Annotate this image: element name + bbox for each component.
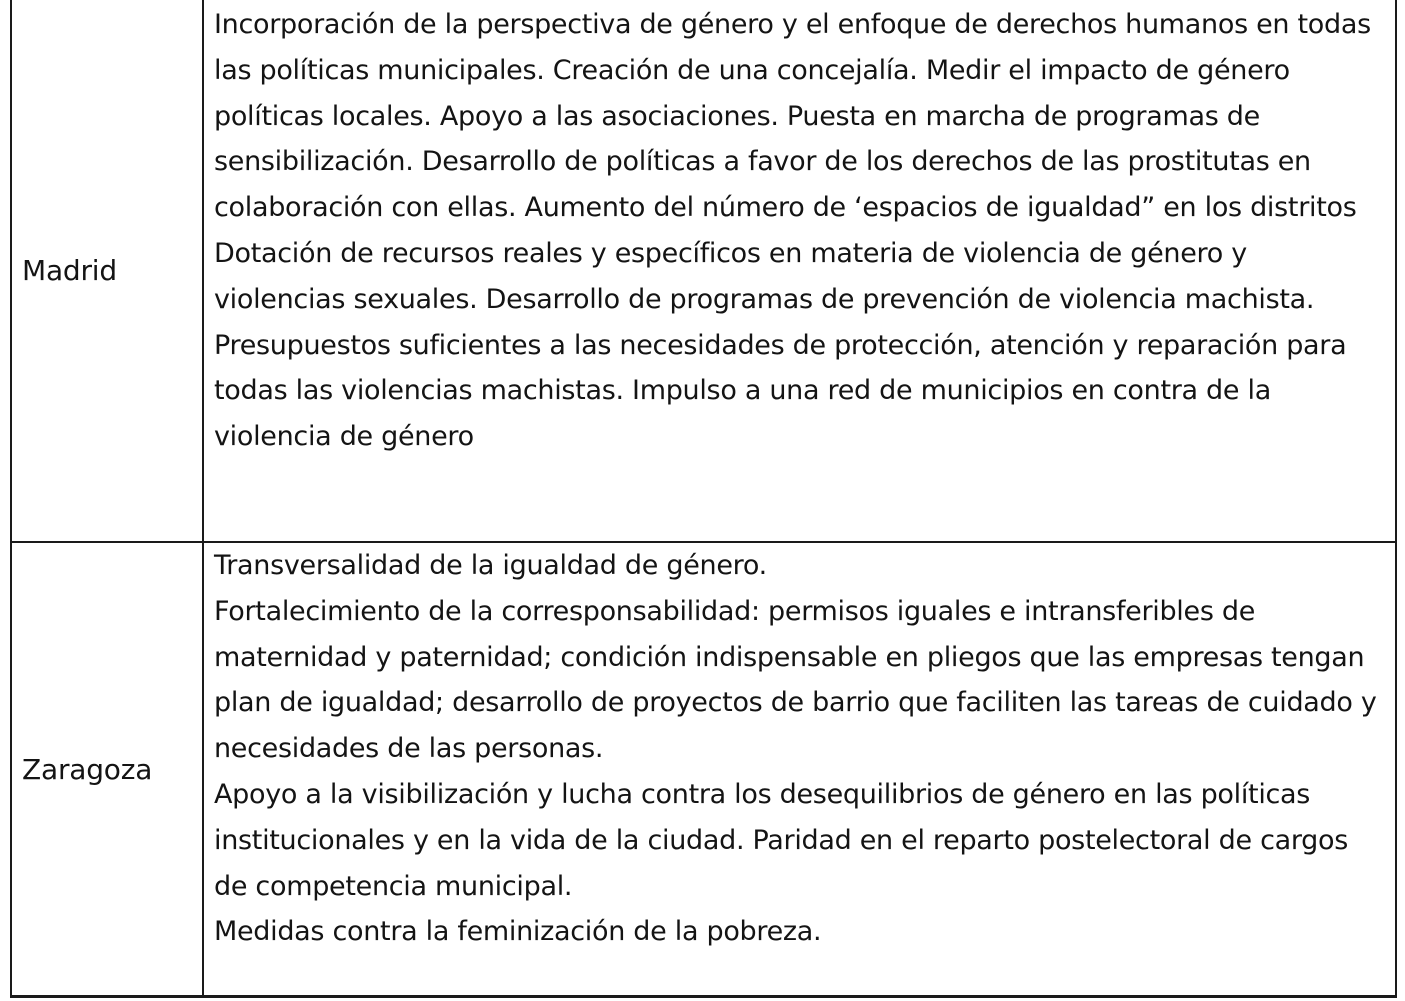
policy-table xyxy=(10,0,1397,998)
policy-paragraph: Medidas contra la feminización de la pobreza. xyxy=(214,916,822,948)
policy-paragraph: Transversalidad de la igualdad de género. xyxy=(214,550,767,581)
city-cell-zaragoza: Zaragoza xyxy=(11,542,203,997)
policy-cell-madrid xyxy=(203,0,1396,542)
policy-paragraph: Incorporación de la perspectiva de género y el enfoque de derechos humanos en todas las políticas municipales. Creación de una concejalía. Medir el impacto de género políticas locales. Apoyo a las asociaciones. Puesta en marcha de programas de sensibilización. Desarrollo de políticas a favor de los derechos de las prostitutas en colaboración con ellas. Aumento del número de ‘espacios de igualdad” en los distritos xyxy=(214,9,1371,224)
policy-paragraph: Fortalecimiento de la corresponsabilidad: permisos iguales e intransferibles de maternidad y paternidad; condición indispensable en pliegos que las empresas tengan plan de igualdad; desarrollo de proyectos de barrio que faciliten las tareas de cuidado y necesidades de las personas. xyxy=(214,595,1377,765)
policy-paragraph: Dotación de recursos reales y específicos en materia de violencia de género y violencias sexuales. Desarrollo de programas de prevención de violencia machista. Presupuestos suficientes a las necesidades de protección, atención y reparación para todas las violencias machistas. Impulso a una red de municipios en contra de la violencia de género xyxy=(214,237,1347,453)
city-cell-madrid: Madrid xyxy=(11,0,203,542)
table-row xyxy=(11,0,1396,542)
table-row xyxy=(11,542,1396,997)
policy-cell-zaragoza xyxy=(203,542,1396,997)
policy-paragraph: Apoyo a la visibilización y lucha contra los desequilibrios de género en las políticas institucionales y en la vida de la ciudad. Paridad en el reparto postelectoral de cargos de competencia municipal. xyxy=(214,778,1349,902)
